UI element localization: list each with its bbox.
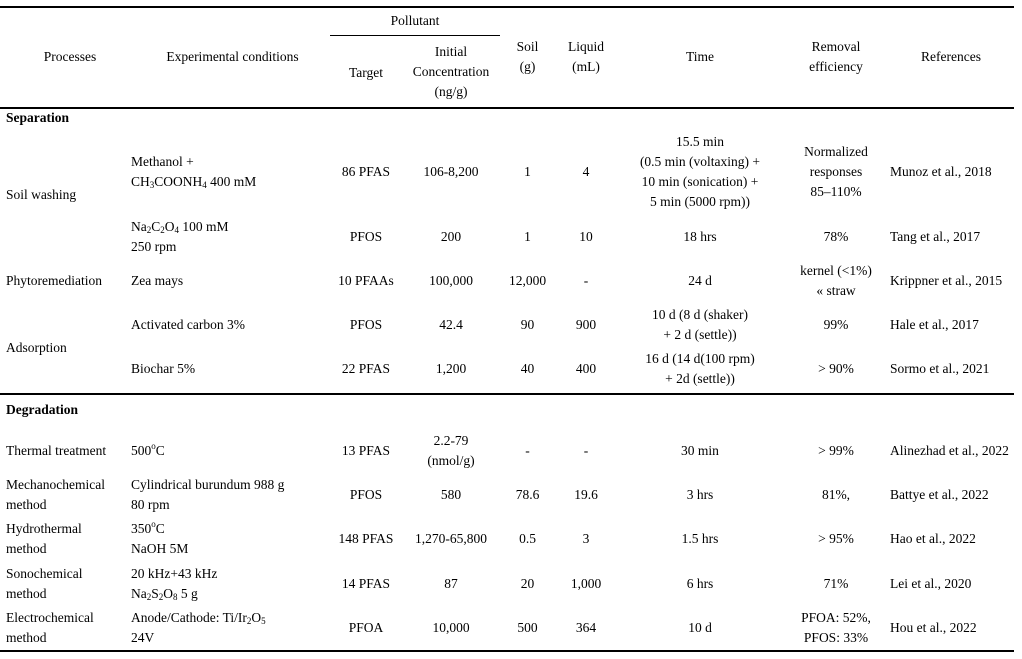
- soil-washing-1-removal: Normalized responses 85–110%: [804, 144, 868, 199]
- hydro-conditions: 350$^o$C NaOH 5M: [131, 519, 189, 556]
- adsorption-1-removal: 99%: [823, 317, 849, 332]
- mechano-conc: 580: [440, 487, 462, 502]
- soil-washing-2-conc: 200: [440, 229, 462, 244]
- sono-time: 6 hrs: [686, 576, 714, 591]
- electro-ref: Hou et al., 2022: [890, 620, 977, 635]
- electro-conc: 10,000: [432, 620, 470, 635]
- soil-washing-1-time: 15.5 min (0.5 min (voltaxing) + 10 min (sonication) + 5 min (5000 rpm)): [639, 134, 761, 209]
- sono-liquid: 1,000: [570, 576, 602, 591]
- electro-removal: PFOA: 52%, PFOS: 33%: [801, 610, 871, 645]
- hydro-ref: Hao et al., 2022: [890, 531, 976, 546]
- process-mechanochemical: Mechanochemical method: [6, 477, 105, 512]
- process-thermal: Thermal treatment: [6, 443, 107, 458]
- hydro-liquid: 3: [582, 531, 590, 546]
- mechano-time: 3 hrs: [686, 487, 714, 502]
- process-adsorption: Adsorption: [6, 340, 67, 355]
- electro-conditions: Anode/Cathode: $Ti/Ir_2O_5$ 24V: [131, 610, 266, 645]
- mechano-soil: 78.6: [515, 487, 540, 502]
- soil-washing-2-removal: 78%: [823, 229, 849, 244]
- mechano-target: PFOS: [349, 487, 383, 502]
- thermal-time: 30 min: [681, 443, 719, 458]
- bottom-rule: [0, 650, 1014, 652]
- electro-time: 10 d: [688, 620, 712, 635]
- sono-target: 14 PFAS: [341, 576, 391, 591]
- phyto-conc: 100,000: [429, 273, 473, 288]
- soil-washing-2-ref: Tang et al., 2017: [890, 229, 981, 244]
- sono-removal: 71%: [823, 576, 849, 591]
- header-bottom-rule: [0, 107, 1014, 109]
- soil-washing-1-soil: 1: [524, 164, 531, 179]
- hydro-soil: 0.5: [519, 531, 536, 546]
- hydro-conc: 1,270-65,800: [415, 531, 487, 546]
- process-electrochemical: Electrochemical method: [6, 610, 94, 645]
- thermal-conditions: 500$^o$C: [131, 441, 165, 458]
- phyto-soil: 12,000: [508, 273, 547, 288]
- hydro-removal: > 95%: [818, 531, 854, 546]
- header-initial-concentration: Initial Concentration (ng/g): [412, 44, 490, 99]
- header-pollutant: Pollutant: [390, 13, 440, 28]
- header-references: References: [921, 49, 981, 64]
- soil-washing-1-target: 86 PFAS: [341, 164, 391, 179]
- adsorption-2-time: 16 d (14 d(100 rpm) + 2d (settle)): [645, 351, 755, 386]
- hydro-target: 148 PFAS: [338, 531, 394, 546]
- header-removal: Removal efficiency: [809, 39, 863, 74]
- adsorption-1-target: PFOS: [349, 317, 383, 332]
- header-time: Time: [685, 49, 714, 64]
- soil-washing-1-ref: Munoz et al., 2018: [890, 164, 992, 179]
- sono-conc: 87: [444, 576, 458, 591]
- adsorption-2-conditions: Biochar 5%: [131, 361, 196, 376]
- process-phytoremediation: Phytoremediation: [6, 273, 102, 288]
- process-soil-washing: Soil washing: [6, 187, 77, 202]
- soil-washing-1-conc: 106-8,200: [423, 164, 479, 179]
- adsorption-2-liquid: 400: [575, 361, 597, 376]
- adsorption-1-soil: 90: [520, 317, 535, 332]
- sono-ref: Lei et al., 2020: [890, 576, 972, 591]
- soil-washing-2-target: PFOS: [349, 229, 383, 244]
- mechano-ref: Battye et al., 2022: [890, 487, 989, 502]
- section-degradation: Degradation: [6, 402, 78, 417]
- header-target: Target: [348, 65, 384, 80]
- adsorption-1-time: 10 d (8 d (shaker) + 2 d (settle)): [652, 307, 748, 342]
- hydro-time: 1.5 hrs: [681, 531, 719, 546]
- adsorption-1-conc: 42.4: [439, 317, 463, 332]
- header-conditions: Experimental conditions: [166, 49, 299, 64]
- thermal-ref: Alinezhad et al., 2022: [890, 443, 1009, 458]
- soil-washing-1-liquid: 4: [582, 164, 590, 179]
- section-divider-rule: [0, 393, 1014, 395]
- process-sonochemical: Sonochemical method: [6, 566, 83, 601]
- adsorption-1-liquid: 900: [575, 317, 597, 332]
- process-hydrothermal: Hydrothermal method: [6, 521, 82, 556]
- header-liquid: Liquid (mL): [568, 39, 604, 74]
- phyto-time: 24 d: [688, 273, 712, 288]
- adsorption-2-conc: 1,200: [435, 361, 467, 376]
- adsorption-2-ref: Sormo et al., 2021: [890, 361, 990, 376]
- phyto-liquid: -: [583, 273, 589, 288]
- electro-soil: 500: [517, 620, 538, 635]
- electro-liquid: 364: [575, 620, 597, 635]
- phyto-conditions: Zea mays: [131, 273, 184, 288]
- adsorption-1-conditions: Activated carbon 3%: [131, 317, 245, 332]
- phyto-removal: kernel (<1%) « straw: [800, 263, 872, 298]
- adsorption-1-ref: Hale et al., 2017: [890, 317, 979, 332]
- soil-washing-2-time: 18 hrs: [683, 229, 717, 244]
- soil-washing-2-conditions: $Na_2C_2O_4$ 100 mM 250 rpm: [131, 219, 229, 254]
- soil-washing-2-liquid: 10: [579, 229, 593, 244]
- thermal-target: 13 PFAS: [341, 443, 391, 458]
- pollutant-rule: [330, 35, 500, 36]
- sono-conditions: 20 kHz+43 kHz $Na_2S_2O_8$ 5 g: [131, 566, 218, 602]
- mechano-liquid: 19.6: [574, 487, 598, 502]
- header-soil: Soil (g): [516, 39, 539, 74]
- soil-washing-2-soil: 1: [524, 229, 531, 244]
- thermal-conc: 2.2-79 (nmol/g): [427, 433, 475, 468]
- phyto-ref: Krippner et al., 2015: [890, 273, 1003, 288]
- adsorption-2-target: 22 PFAS: [341, 361, 391, 376]
- soil-washing-1-conditions: Methanol + $CH_3COONH_4$ 400 mM: [131, 154, 257, 190]
- thermal-soil: -: [525, 443, 530, 458]
- mechano-removal: 81%,: [821, 487, 851, 502]
- section-separation: Separation: [6, 110, 70, 125]
- sono-soil: 20: [520, 576, 535, 591]
- mechano-conditions: Cylindrical burundum 988 g 80 rpm: [131, 477, 285, 512]
- adsorption-2-removal: > 90%: [818, 361, 854, 376]
- header-processes: Processes: [43, 49, 97, 64]
- thermal-removal: > 99%: [818, 443, 854, 458]
- phyto-target: 10 PFAAs: [338, 273, 394, 288]
- top-rule: [0, 6, 1014, 8]
- electro-target: PFOA: [348, 620, 384, 635]
- adsorption-2-soil: 40: [520, 361, 535, 376]
- thermal-liquid: -: [583, 443, 589, 458]
